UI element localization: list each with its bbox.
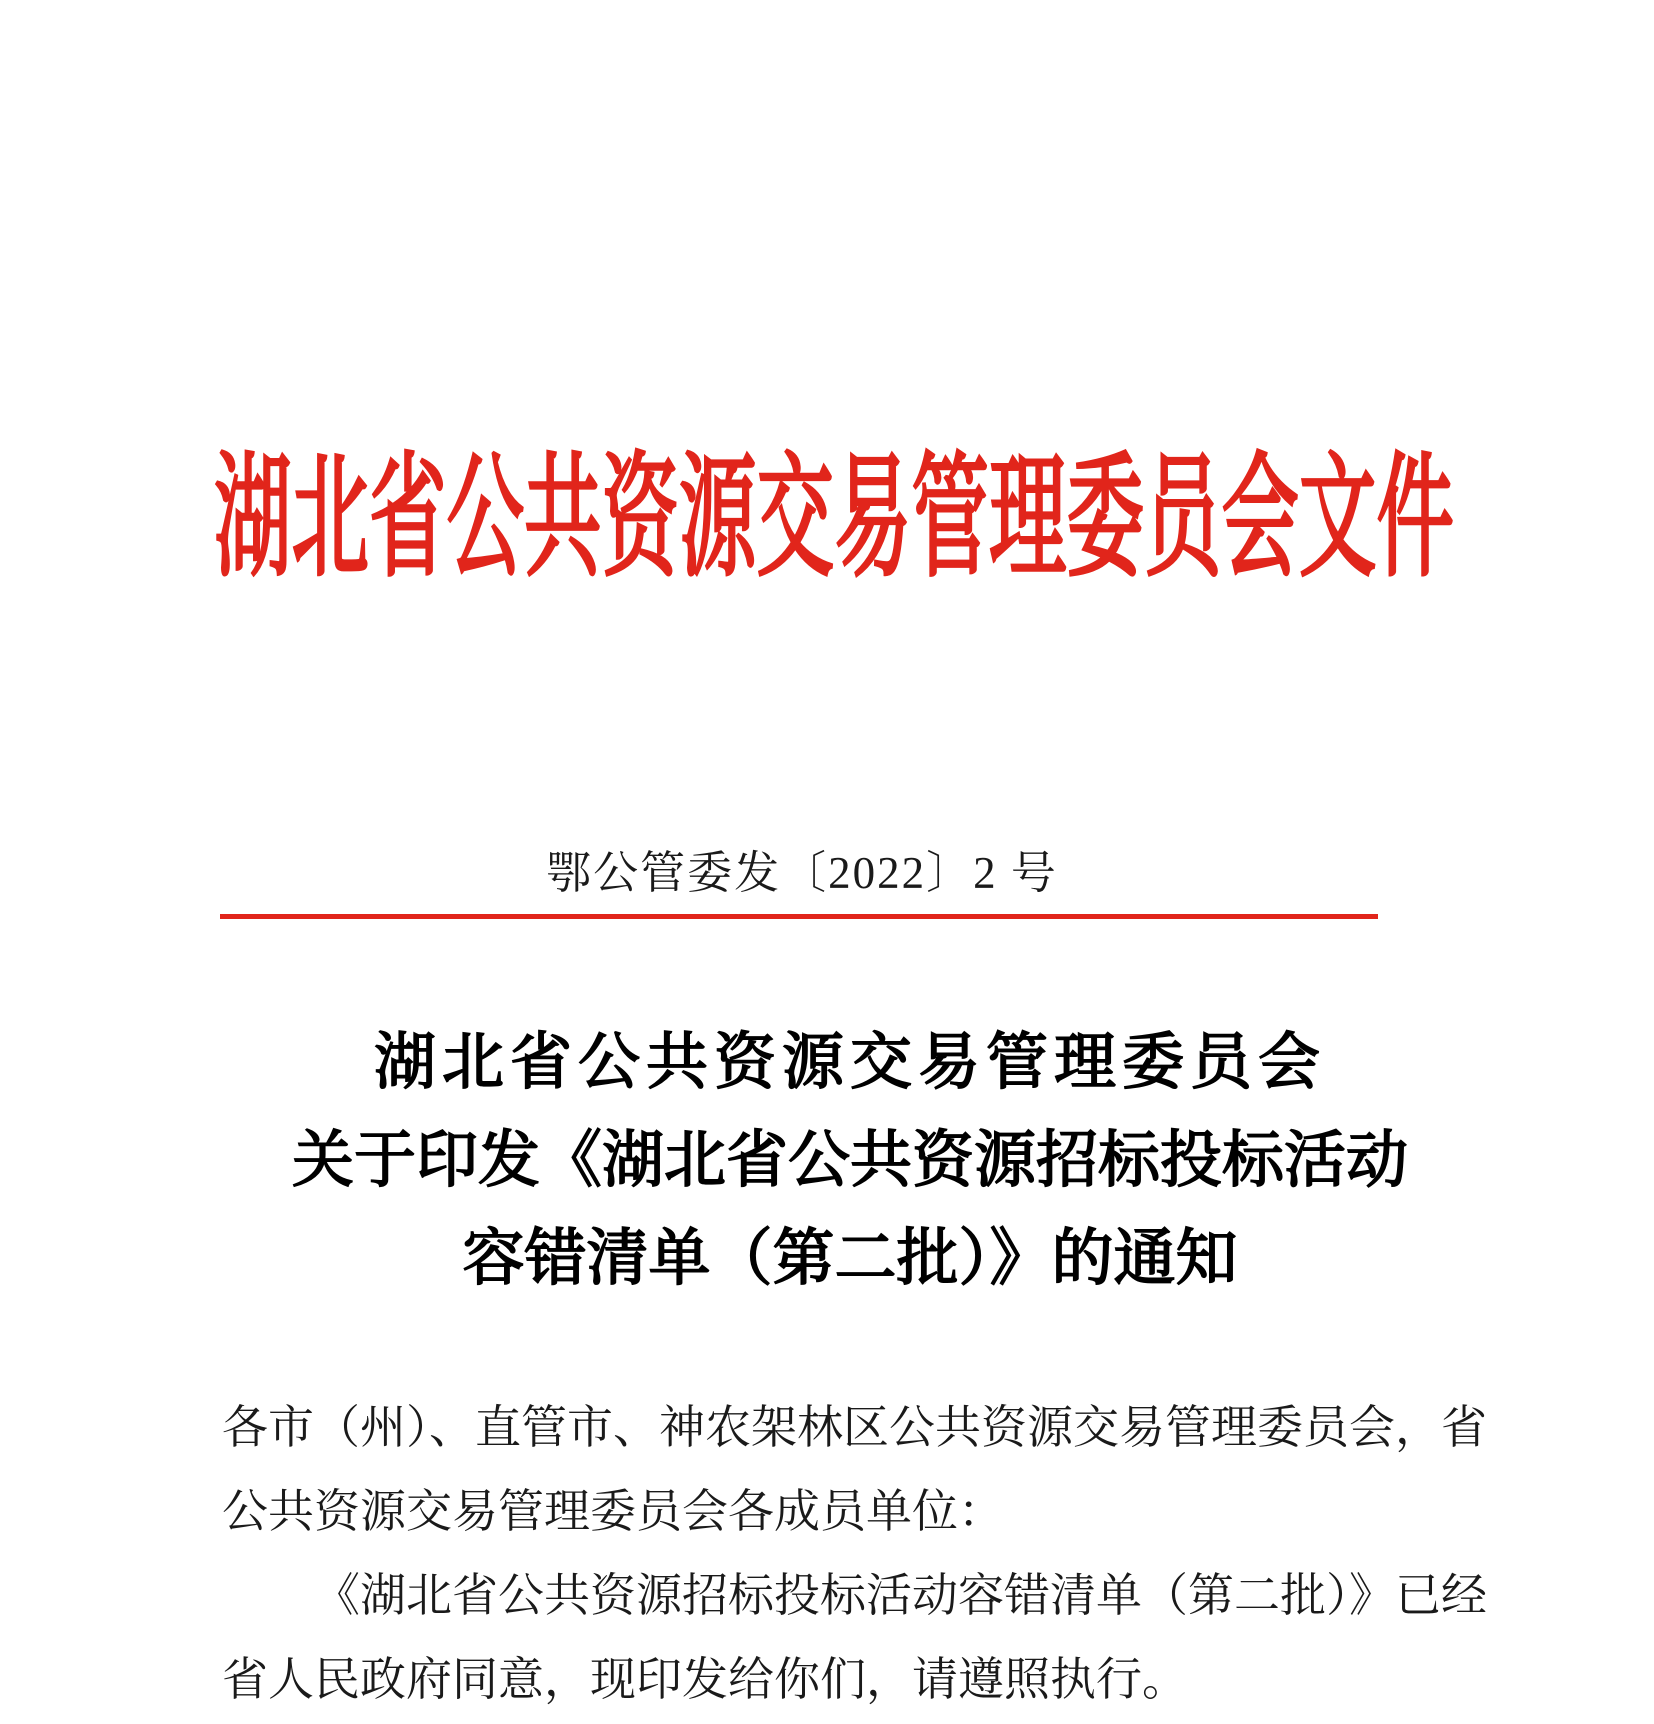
notice-body xyxy=(222,1386,1487,1722)
body-line-2: 公共资源交易管理委员会各成员单位： xyxy=(222,1486,1004,1537)
notice-title xyxy=(23,1014,1654,1308)
notice-title-line-1: 湖北省公共资源交易管理委员会 xyxy=(373,1029,1326,1097)
red-divider-line xyxy=(220,914,1378,919)
notice-title-line-2: 关于印发《湖北省公共资源招标投标活动 xyxy=(291,1127,1408,1195)
document-header-title: 湖北省公共资源交易管理委员会文件 xyxy=(214,445,1454,594)
body-line-1: 各市（州）、直管市、神农架林区公共资源交易管理委员会，省 xyxy=(222,1402,1487,1453)
document-number: 鄂公管委发〔2022〕2 号 xyxy=(546,848,1058,898)
body-line-4: 省人民政府同意，现印发给你们，请遵照执行。 xyxy=(222,1654,1188,1705)
body-line-3: 《湖北省公共资源招标投标活动容错清单（第二批）》已经 xyxy=(314,1570,1487,1621)
notice-title-line-3: 容错清单（第二批）》的通知 xyxy=(462,1225,1238,1293)
